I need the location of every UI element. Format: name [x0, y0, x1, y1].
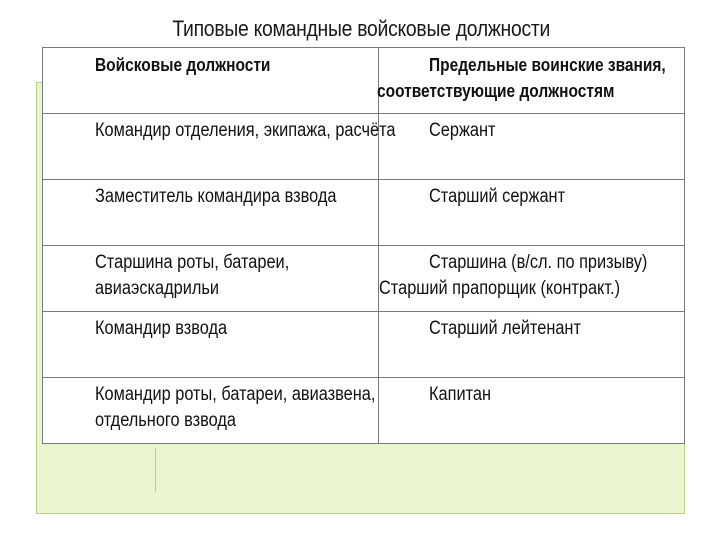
- table-row: [43, 180, 685, 246]
- rank-cell: Старшина (в/сл. по призыву) Старший прапорщик (контракт.): [379, 246, 685, 312]
- table-row: [43, 246, 685, 312]
- position-cell: Старшина роты, батареи, авиаэскадрильи: [43, 246, 379, 312]
- table-row: [43, 378, 685, 444]
- decorative-line: [155, 448, 156, 492]
- header-col-positions: Войсковые должности: [43, 48, 379, 114]
- rank-cell: Старший сержант: [379, 180, 685, 246]
- position-cell: Командир отделения, экипажа, расчёта: [43, 114, 379, 180]
- page-title: Типовые командные войсковые должности: [172, 16, 551, 41]
- position-cell: Заместитель командира взвода: [43, 180, 379, 246]
- table-row: [43, 312, 685, 378]
- rank-cell: Сержант: [379, 114, 685, 180]
- position-cell: Командир роты, батареи, авиазвена, отдельного взвода: [43, 378, 379, 444]
- rank-cell: Старший лейтенант: [379, 312, 685, 378]
- table-row: [43, 114, 685, 180]
- rank-cell: Капитан: [379, 378, 685, 444]
- ranks-table: [42, 47, 685, 444]
- header-col-ranks: Предельные воинские звания, соответствующие должностям: [379, 48, 685, 114]
- table-header-row: [43, 48, 685, 114]
- position-cell: Командир взвода: [43, 312, 379, 378]
